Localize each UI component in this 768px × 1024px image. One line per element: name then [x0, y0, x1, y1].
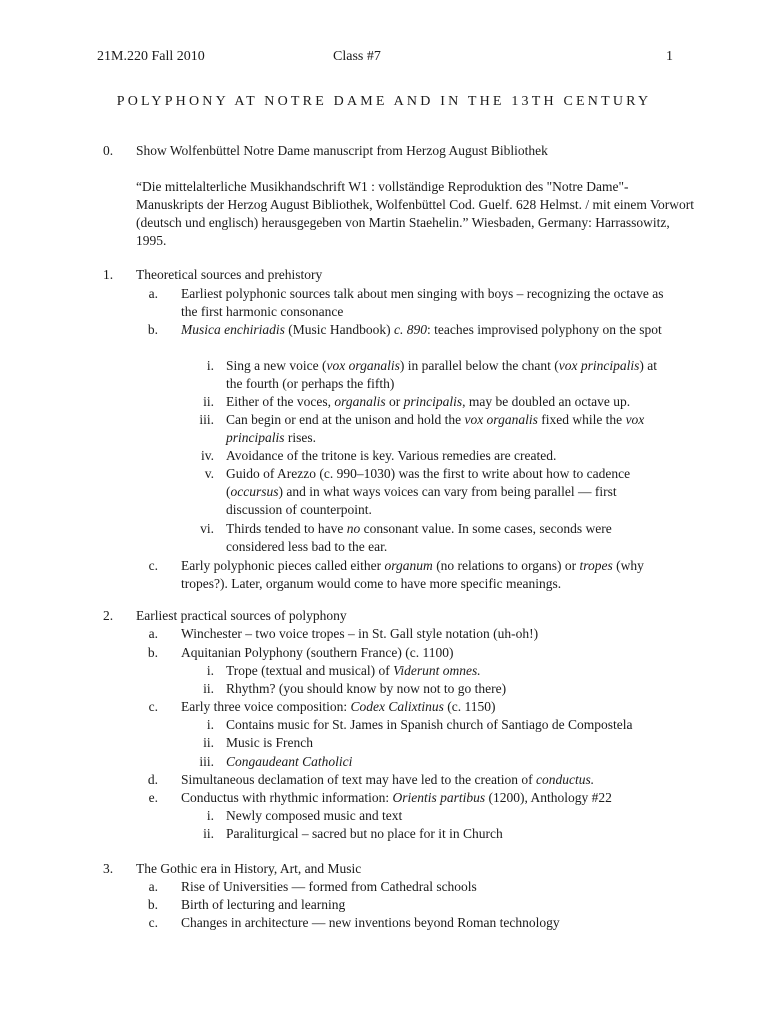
item-text: Birth of lecturing and learning: [181, 897, 346, 912]
class-number: Class #7: [333, 49, 381, 64]
item-text: Theoretical sources and prehistory: [136, 267, 323, 282]
item-text: Early polyphonic pieces called either organum (no relations to organs) or tropes (why tropes?). Later, organum would come to have more specific meanings.: [181, 558, 644, 591]
item-text: Conductus with rhythmic information: Orientis partibus (1200), Anthology #22: [181, 790, 612, 805]
item-marker: a.: [148, 286, 158, 301]
item-text: Simultaneous declamation of text may have led to the creation of conductus.: [181, 772, 595, 787]
item-text: Contains music for St. James in Spanish church of Santiago de Compostela: [226, 717, 633, 732]
item-text: “Die mittelalterliche Musikhandschrift W1 : vollständige Reproduktion des "Notre Dame"-Manuskripts der Herzog August Bibliothek, Wolfenbüttel Cod. Guelf. 628 Helmst. / mit einem Vorwort (deutsch und englisch) herausgegeben von Martin Staehelin.” Wiesbaden, Germany: Harrassowitz, 1995.: [136, 179, 694, 248]
item-marker: ii.: [203, 681, 214, 696]
item-marker: v.: [204, 466, 214, 481]
item-text: Winchester – two voice tropes – in St. Gall style notation (uh-oh!): [181, 626, 539, 641]
item-text: Paraliturgical – sacred but no place for it in Church: [226, 826, 503, 841]
item-text: Trope (textual and musical) of Viderunt omnes.: [226, 663, 481, 678]
item-marker: ii.: [203, 735, 214, 750]
item-text: Changes in architecture — new inventions beyond Roman technology: [181, 915, 560, 930]
item-text: Sing a new voice (vox organalis) in parallel below the chant (vox principalis) at the fourth (or perhaps the fifth): [226, 358, 658, 391]
item-text: Either of the voces, organalis or principalis, may be doubled an octave up.: [226, 394, 631, 409]
item-marker: c.: [148, 558, 158, 573]
item-text: Thirds tended to have no consonant value. In some cases, seconds were considered less bad to the ear.: [226, 521, 612, 554]
item-text: Can begin or end at the unison and hold the vox organalis fixed while the vox principalis rises.: [226, 412, 645, 445]
item-text: The Gothic era in History, Art, and Music: [136, 861, 362, 876]
item-marker: ii.: [203, 394, 214, 409]
item-marker: b.: [147, 897, 158, 912]
item-marker: b.: [147, 322, 158, 337]
item-text: Congaudeant Catholici: [226, 754, 353, 769]
item-marker: 2.: [103, 608, 114, 623]
item-marker: 1.: [103, 267, 114, 282]
item-text: Musica enchiriadis (Music Handbook) c. 890: teaches improvised polyphony on the spot: [181, 322, 662, 337]
item-text: Rise of Universities — formed from Cathedral schools: [181, 879, 477, 894]
item-marker: vi.: [200, 521, 214, 536]
item-marker: e.: [148, 790, 158, 805]
item-marker: iii.: [199, 754, 214, 769]
item-marker: i.: [206, 663, 214, 678]
item-marker: c.: [148, 915, 158, 930]
course-code: 21M.220 Fall 2010: [97, 49, 205, 64]
item-marker: ii.: [203, 826, 214, 841]
item-marker: i.: [206, 808, 214, 823]
item-text: Show Wolfenbüttel Notre Dame manuscript from Herzog August Bibliothek: [136, 143, 548, 158]
item-marker: a.: [148, 879, 158, 894]
item-text: Earliest polyphonic sources talk about men singing with boys – recognizing the octave as the first harmonic consonance: [181, 286, 664, 319]
item-text: Early three voice composition: Codex Calixtinus (c. 1150): [181, 699, 496, 714]
item-text: Music is French: [226, 735, 313, 750]
item-marker: iv.: [201, 448, 214, 463]
item-marker: a.: [148, 626, 158, 641]
page-number: 1: [666, 49, 673, 64]
item-marker: i.: [206, 717, 214, 732]
item-marker: c.: [148, 699, 158, 714]
item-text: Aquitanian Polyphony (southern France) (c. 1100): [181, 645, 454, 660]
item-text: Earliest practical sources of polyphony: [136, 608, 347, 623]
item-marker: 3.: [103, 861, 114, 876]
item-text: Newly composed music and text: [226, 808, 403, 823]
item-marker: i.: [206, 358, 214, 373]
item-text: Rhythm? (you should know by now not to go there): [226, 681, 507, 696]
item-marker: d.: [147, 772, 158, 787]
item-marker: 0.: [103, 143, 114, 158]
item-marker: b.: [147, 645, 158, 660]
document-title: POLYPHONY AT NOTRE DAME AND IN THE 13TH CENTURY: [116, 94, 652, 109]
item-marker: iii.: [199, 412, 214, 427]
item-text: Avoidance of the tritone is key. Various remedies are created.: [226, 448, 557, 463]
item-text: Guido of Arezzo (c. 990–1030) was the first to write about how to cadence (occursus) and in what ways voices can vary from being parallel — first discussion of counterpoint.: [226, 466, 631, 517]
